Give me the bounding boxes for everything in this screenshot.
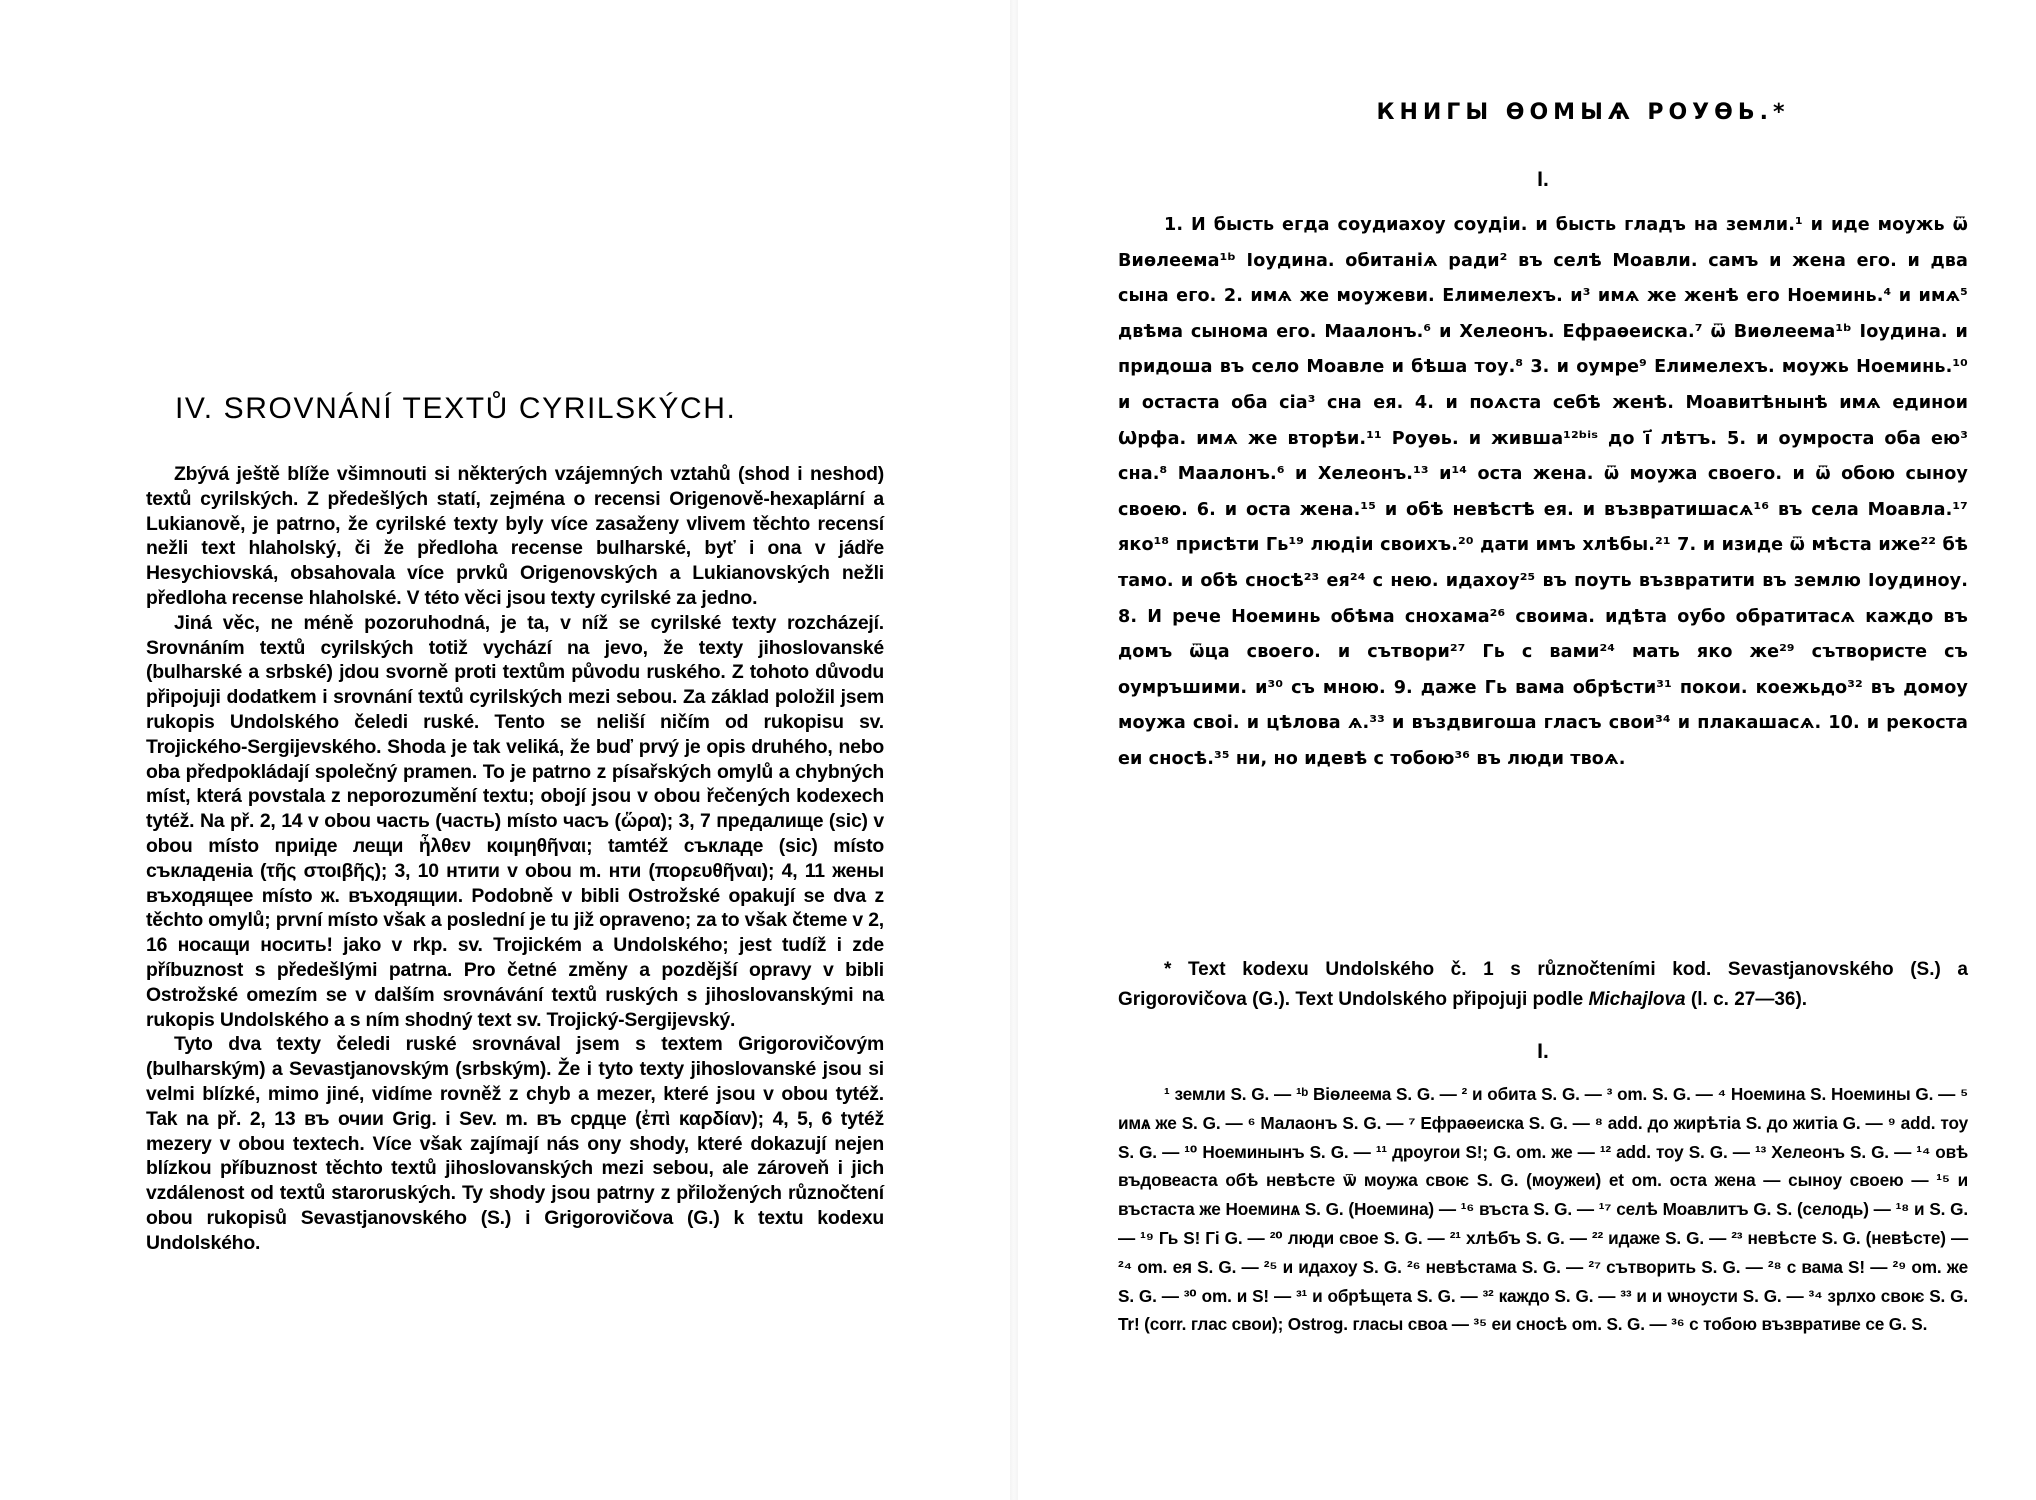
variants-chapter-number: I. [1537, 1040, 1549, 1063]
variant-list: ¹ земли S. G. — ¹ᵇ Віѳлеема S. G. — ² и обита S. G. — ³ om. S. G. — ⁴ Ноемина S. Ноемины G. — ⁵ имѧ же S. G. — ⁶ Малаонъ S. G. — ⁷ Ефраѳеиска S. G. — ⁸ add. до жирѣтіа S. до житіа G. — ⁹ add. тоу S. G. — ¹⁰ Ноеминынъ S. G. — ¹¹ дроугои S!; G. om. же — ¹² add. тоу S. G. — ¹³ Хелеонъ S. G. — ¹⁴ овѣ въдовеаста обѣ невѣсте ѿ моужа своѥ S. G. (моужеи) et om. оста жена — сыноу своею — ¹⁵ и въстаста же Ноеминѧ S. G. (Ноемина) — ¹⁶ въста S. G. — ¹⁷ селѣ Моавлитъ G. S. (селодь) — ¹⁸ и S. G. — ¹⁹ Гь S! Гі G. — ²⁰ люди свое S. G. — ²¹ хлѣбъ S. G. — ²² идаже S. G. — ²³ невѣсте S. G. (невѣсте) — ²⁴ om. ея S. G. — ²⁵ и идахоу S. G. ²⁶ невѣстама S. G. — ²⁷ сътворить S. G. — ²⁸ с вама S! — ²⁹ om. же S. G. — ³⁰ om. и S! — ³¹ и обрѣщета S. G. — ³² каждо S. G. — ³³ и и ѡноусти S. G. — ³⁴ зрлхо своѥ S. G. Tr! (corr. глас свои); Ostrog. гласы своа — ³⁵ еи сносѣ om. S. G. — ³⁶ с тобою възвративе се G. S. [1118, 1084, 1968, 1335]
section-title: IV. SROVNÁNÍ TEXTŮ CYRILSKÝCH. [175, 392, 737, 425]
book-spine [1010, 0, 1018, 1500]
left-page [0, 0, 1010, 1500]
slavonic-text [1118, 208, 1968, 778]
source-footnote [1118, 955, 1968, 1015]
paragraph: Jiná věc, ne méně pozoruhodná, je ta, v níž se cyrilské texty rozcházejí. Srovnáním textů cyrilských totiž vychází na jevo, že texty jihoslovanské (bulharské a srbské) jdou svorně proti textům původu ruského. Z tohoto důvodu připojuji dodatkem i srovnání textů cyrilských mezi sebou. Za základ položil jsem rukopis Undolského čeledi ruské. Tento se neliší ničím od rukopisu sv. Trojického-Sergijevského. Shoda je tak veliká, že buď prvý je opis druhého, nebo oba předpokládají společný pramen. To je patrno z písařských omylů a chybných míst, která povstala z neporozumění textu; obojí jsou v obou řečených kodexech tytéž. Na př. 2, 14 v obou часть (часть) místo часъ (ὥρα); 3, 7 предалище (sic) v obou místo приіде лещи ἦλθεν κοιμηθῆναι; tamtéž съкладе (sic) místo съкладеніа (τῆς στοιβῆς); 3, 10 нтити v obou m. нти (πορευθῆναι); 4, 11 жены въходящее místo ж. въходящии. Podobně v bibli Ostrožské opakují se dva z těchto omylů; první místo však a poslední je tu již opraveno; za to však čteme v 2, 16 носащи носить! jako v rkp. sv. Trojickém a Undolského; jest tudíž i zde příbuznost s předešlými patrna. Pro četné změny a pozdější opravy v bibli Ostrožské omezím se v dalším srovnávání textů ruských s jihoslovanskými na rukopis Undolského a s ním shodný text sv. Trojický-Sergijevský. [146, 611, 884, 1031]
paragraph: Zbývá ještě blíže všimnouti si některých vzájemných vztahů (shod i neshod) textů cyrilských. Z předešlých statí, zejména o recensi Origenově-hexaplární a Lukianově, je patrno, že cyrilské texty byly více zasaženy vlivem těchto recensí nežli text hlaholský, či že předloha recense bulharské, byť i ona v jádře Hesychiovská, obsahovala více prvků Origenovských a Lukianovských nežli předloha recense hlaholské. V této věci jsou texty cyrilské za jedno. [146, 463, 884, 609]
source-note-text: * Text kodexu Undolského č. 1 s různočteními kod. Sevastjanovského (S.) a Grigorovičova (G.). Text Undolského připojuji podle [1118, 959, 1968, 1010]
right-page [1018, 0, 2036, 1500]
chapter-text: 1. И бысть егда соудиахоу соудіи. и бысть гладъ на земли.¹ и иде моужь ѿ Виѳлеема¹ᵇ Іоудина. обитаніѧ ради² въ селѣ Моавли. самъ и жена его. и два сына его. 2. имѧ же моужеви. Елимелехъ. и³ имѧ же женѣ его Ноеминь.⁴ и имѧ⁵ двѣма сынома его. Маалонъ.⁶ и Хелеонъ. Ефраѳеиска.⁷ ѿ Виѳлеема¹ᵇ Іоудина. и придоша въ село Моавле и бѣша тоу.⁸ 3. и оумре⁹ Елимелехъ. моужь Ноеминь.¹⁰ и остаста оба сіа³ сна ея. 4. и поѧста себѣ женѣ. Моавитѣнынѣ имѧ единои Ѡрфа. имѧ же вторѣи.¹¹ Роуѳь. и живша¹²ᵇⁱˢ до і҃ лѣтъ. 5. и оумроста оба ею³ сна.⁸ Маалонъ.⁶ и Хелеонъ.¹³ и¹⁴ оста жена. ѿ моужа своего. и ѿ обою сыноу своею. 6. и оста жена.¹⁵ и обѣ невѣстѣ ея. и възвратишасѧ¹⁶ въ села Моавла.¹⁷ яко¹⁸ присѣти Гь¹⁹ людіи своихъ.²⁰ дати имъ хлѣбы.²¹ 7. и изиде ѿ мѣста иже²² бѣ тамо. и обѣ сносѣ²³ ея²⁴ с нею. идахоу²⁵ въ поуть възвратити въ землю Іоудиноу. 8. И рече Ноеминь обѣма снохама²⁶ своима. идѣта оубо обратитасѧ каждо въ домъ ѿца своего. и сътвори²⁷ Гь с вами²⁴ мать яко же²⁹ сътвористе съ оумръшими. и³⁰ съ мною. 9. даже Гь вама обрѣсти³¹ покои. коежьдо³² въ домоу моужа своі. и цѣлова ѧ.³³ и въздвигоша гласъ свои³⁴ и плакашасѧ. 10. и рекоста еи сносѣ.³⁵ ни, но идевѣ с тобою³⁶ въ люди твоѧ. [1118, 215, 1968, 769]
source-note-tail: (l. c. 27—36). [1690, 989, 1808, 1010]
body-text [146, 462, 884, 1256]
variant-readings [1118, 1080, 1968, 1339]
book-title: КНИГЫ ѲОМЫѦ РОУѲЬ.* [1376, 100, 1790, 125]
source-note-author: Michajlova [1588, 989, 1686, 1010]
paragraph: Tyto dva texty čeledi ruské srovnával jsem s textem Grigorovičovým (bulharským) a Sevastjanovským (srbským). Že i tyto texty jihoslovanské jsou si velmi blízké, mimo jiné, vidíme rovněž z chyb a mezer, které jsou v obou tytéž. Tak na př. 2, 13 въ очии Grig. i Sev. m. въ срдце (ἐπὶ καρδίαν); 4, 5, 6 tytéž mezery v obou textech. Více však zajímají nás ony shody, které dokazují nejen blízkou příbuznost těchto textů jihoslovanských mezi sebou, ale zároveň i jich vzdálenost od textů staroruských. Ty shody jsou patrny z přiložených různočtení obou rukopisů Sevastjanovského (S.) i Grigorovičova (G.) k textu kodexu Undolského. [146, 1033, 884, 1254]
chapter-number: I. [1537, 168, 1549, 191]
source-note [1118, 955, 1968, 1015]
